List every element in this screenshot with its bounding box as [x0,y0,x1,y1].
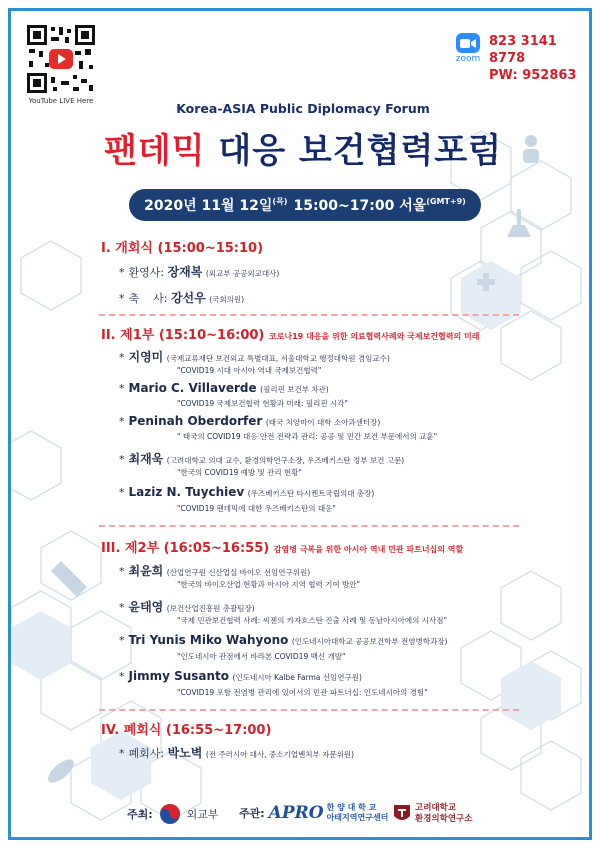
speaker-name: 박노벽 [167,746,203,760]
video-camera-icon [456,33,480,53]
talk-title: "COVID19 팬데믹에 대한 우즈베키스탄의 대응" [177,504,336,513]
bullet-star: * [119,351,125,364]
organizer-label: 주관: [239,807,265,820]
event-date: 2020년 11월 12일 [144,198,273,214]
program-row [119,381,329,395]
apro-line1: 한 양 대 학 교 [326,803,377,812]
bullet-star: * [119,634,125,647]
bullet-star: * [119,382,125,395]
bullet-star: * [119,601,125,614]
apro-name [327,803,389,823]
bullet-star: * [119,415,125,428]
speaker-name: Jimmy Susanto [128,669,230,683]
taegeuk-logo-icon [159,803,181,825]
speaker-role: (국회의원) [209,295,245,304]
qr-code-icon[interactable] [25,23,97,95]
speaker-role: (전 주러시아 대사, 중소기업벤처부 자문위원) [205,750,355,759]
talk-title: "COVID19 국제보건협력 현황과 미래: 필리핀 시각" [177,399,348,408]
speaker-name: 최윤희 [128,564,164,578]
speaker-name: Mario C. Villaverde [128,381,257,395]
forum-title: Korea-ASIA Public Diplomacy Forum [176,101,430,116]
talk-title: "한국의 바이오산업 현황과 아시아 지역 협력 기여 방안" [177,580,360,589]
main-title-blue: 대응 보건협력포럼 [218,131,502,171]
section-subtitle: 감염병 극복을 위한 아시아 역내 민관 파트너십의 역할 [273,545,464,554]
speaker-role: (산업연구원 신산업실 바이오 선임연구위원) [166,568,311,577]
program-row [119,598,255,615]
footer [11,795,592,835]
row-label: 환영사: [128,266,165,279]
section-subtitle: 코로나19 대응을 위한 의료협력사례와 국제보건협력의 미래 [268,332,480,341]
speaker-role: (외교부 공공외교대사) [205,269,280,278]
speaker-role: (고려대학교 의대 교수, 환경의학연구소장, 우즈베키스탄 정부 보건 고문) [166,456,405,465]
speaker-name: 최재욱 [128,452,164,466]
speaker-role: (우즈베키스탄 타시켄트국립의대 총장) [247,489,375,498]
program-row [119,414,380,428]
meeting-id[interactable]: 823 3141 8778 [489,34,557,66]
korea-line1: 고려대학교 [415,803,457,813]
bullet-star: * [119,292,125,305]
speaker-role: (인도네시아대학교 공공보건학부 전염병학과장) [291,637,448,646]
program-row [119,289,244,306]
program-row [119,744,354,761]
talk-title: " 태국의 COVID19 대응 안전 전략과 관리: 공공 및 민간 보건 부문에서의 교훈" [177,432,438,441]
talk-title: "COVID19 포함 전염병 관리에 있어서의 민관 파트너십: 인도네시아의 경험" [177,688,428,697]
speaker-name: 장재복 [167,265,203,279]
speaker-role: (필리핀 보건부 차관) [260,385,329,394]
section-divider [99,314,519,316]
korea-line2: 환경의학연구소 [415,814,473,824]
section-part1 [101,324,479,343]
program-row [119,450,404,467]
speaker-name: Peninah Oberdorfer [128,414,263,428]
bullet-star: * [119,565,125,578]
host-name: 외교부 [186,808,219,821]
zoom-label: zoom [455,54,481,64]
talk-title: "한국의 COVID19 예방 및 관리 현황" [177,468,302,477]
event-time: 15:00~17:00 서울 [293,198,427,214]
korea-univ [393,803,472,825]
korea-university-emblem-icon [393,804,411,824]
meeting-password[interactable]: PW: 952863 [489,68,577,83]
organizer [239,803,388,823]
section-heading: IV. 폐회식 (16:55~17:00) [101,723,272,738]
speaker-name: 지영미 [128,350,164,364]
event-timezone: (GMT+9) [426,196,466,206]
program-row [119,263,279,280]
korea-univ-name [415,803,472,825]
bullet-star: * [119,747,125,760]
speaker-role: (인도네시아 Kalbe Farma 선임연구원) [232,673,362,682]
speaker-name: Laziz N. Tuychiev [128,485,245,499]
talk-title: "인도네시아 관점에서 바라본 COVID19 백신 개발" [177,652,346,661]
main-title [11,123,592,172]
speaker-role: (국제교류재단 보건외교 특별대표, 서울대학교 행정대학원 겸임교수) [166,354,390,363]
program-row [119,562,310,579]
host [127,803,219,825]
event-day: (목) [272,196,288,206]
qr-caption: YouTube LIVE Here [28,97,94,105]
section-part2 [101,537,463,556]
section-opening [101,237,263,256]
bullet-star: * [119,670,125,683]
section-closing [101,719,271,738]
program-row [119,669,362,683]
apro-line2: 아태지역연구센터 [326,813,389,822]
zoom-contact [489,33,589,84]
row-label: 폐회사: [128,747,165,760]
date-banner [129,189,481,221]
bullet-star: * [119,453,125,466]
speaker-name: 강선우 [170,291,206,305]
program-row [119,633,447,647]
bullet-star: * [119,486,125,499]
speaker-role: (태국 치앙마이 대학 소아과센터장) [265,418,381,427]
section-heading: I. 개회식 (15:00~15:10) [101,241,264,256]
speaker-name: Tri Yunis Miko Wahyono [128,633,289,647]
host-label: 주최: [127,808,153,821]
speaker-role: (보건산업진흥원 총괄팀장) [166,604,255,613]
speaker-name: 윤태영 [128,600,164,614]
zoom-logo [451,33,485,64]
row-label: 축 사: [128,292,168,305]
talk-title: "국제 민관보건협력 사례: 씨젠의 카자흐스탄 진출 사례 및 동남아시아에의 시사점" [177,616,447,625]
section-divider [99,525,519,527]
main-title-red: 팬데믹 [104,131,206,171]
section-divider [99,709,519,711]
program-row [119,485,374,499]
apro-logo: APRO [268,803,324,823]
program-row [119,348,390,365]
talk-title: "COVID19 시대 아시아 역내 국제보건협력" [177,366,322,375]
section-heading: III. 제2부 (16:05~16:55) [101,541,270,556]
section-heading: II. 제1부 (15:10~16:00) [101,328,265,343]
bullet-star: * [119,266,125,279]
poster [8,8,592,840]
